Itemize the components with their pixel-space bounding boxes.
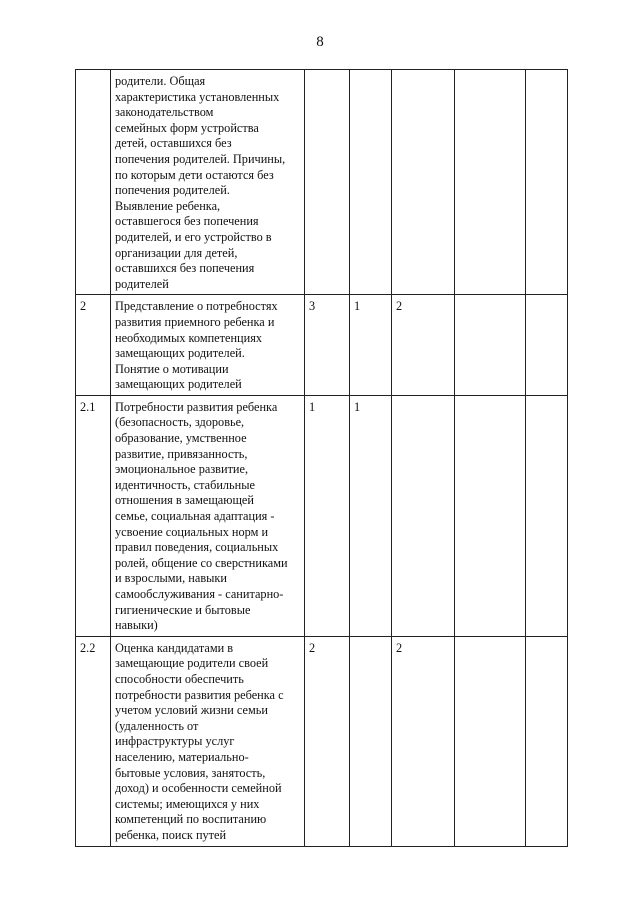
topic-line: потребности развития ребенка с xyxy=(115,687,284,702)
practice-hours-cell: 2 xyxy=(392,295,455,396)
lecture-hours-cell: 1 xyxy=(350,395,392,636)
table-row xyxy=(76,295,568,396)
table-row xyxy=(76,636,568,846)
topic-line: населению, материально- xyxy=(115,749,249,764)
total-hours-cell: 1 xyxy=(305,395,350,636)
total-hours-cell xyxy=(305,70,350,295)
topic-line: семейных форм устройства xyxy=(115,120,259,135)
last-column-cell xyxy=(526,295,568,396)
curriculum-table xyxy=(75,69,568,847)
table-row xyxy=(76,395,568,636)
topic-line: законодательством xyxy=(115,105,214,120)
topic-line: родителей xyxy=(115,276,169,291)
last-column-cell xyxy=(526,636,568,846)
topic-line: развития приемного ребенка и xyxy=(115,314,275,329)
extra-column-cell xyxy=(455,636,526,846)
lecture-hours-cell xyxy=(350,636,392,846)
topic-line: образование, умственное xyxy=(115,431,247,446)
last-column-cell xyxy=(526,395,568,636)
topic-line: попечения родителей. xyxy=(115,183,230,198)
topic-line: способности обеспечить xyxy=(115,671,244,686)
topic-line: системы; имеющихся у них xyxy=(115,796,260,811)
topic-line: Выявление ребенка, xyxy=(115,198,221,213)
topic-line: навыки) xyxy=(115,618,158,633)
topic-line: компетенций по воспитанию xyxy=(115,812,267,827)
topic-cell xyxy=(111,395,305,636)
topic-line: усвоение социальных норм и xyxy=(115,524,269,539)
topic-line: учетом условий жизни семьи xyxy=(115,703,268,718)
topic-line: эмоциональное развитие, xyxy=(115,462,249,477)
topic-cell xyxy=(111,70,305,295)
topic-line: замещающих родителей xyxy=(115,377,242,392)
topic-line: развитие, привязанность, xyxy=(115,446,248,461)
row-number-cell: 2.2 xyxy=(76,636,111,846)
topic-line: инфраструктуры услуг xyxy=(115,734,235,749)
total-hours-cell: 3 xyxy=(305,295,350,396)
topic-line: правил поведения, социальных xyxy=(115,540,279,555)
topic-line: замещающих родителей. xyxy=(115,346,245,361)
topic-cell xyxy=(111,636,305,846)
topic-line: родителей, и его устройство в xyxy=(115,229,272,244)
topic-line: Понятие о мотивации xyxy=(115,361,229,376)
lecture-hours-cell: 1 xyxy=(350,295,392,396)
row-number-cell xyxy=(76,70,111,295)
extra-column-cell xyxy=(455,70,526,295)
row-number-cell: 2 xyxy=(76,295,111,396)
topic-line: отношения в замещающей xyxy=(115,493,254,508)
topic-line: гигиенические и бытовые xyxy=(115,602,251,617)
topic-line: ролей, общение со сверстниками xyxy=(115,555,288,570)
practice-hours-cell xyxy=(392,395,455,636)
topic-line: семье, социальная адаптация - xyxy=(115,509,275,524)
topic-line: необходимых компетенциях xyxy=(115,330,263,345)
topic-line: характеристика установленных xyxy=(115,89,280,104)
extra-column-cell xyxy=(455,295,526,396)
lecture-hours-cell xyxy=(350,70,392,295)
topic-line: оставшихся без попечения xyxy=(115,261,255,276)
table-row xyxy=(76,70,568,295)
last-column-cell xyxy=(526,70,568,295)
topic-line: замещающие родители своей xyxy=(115,656,269,671)
practice-hours-cell xyxy=(392,70,455,295)
page-number: 8 xyxy=(316,34,324,50)
topic-line: Потребности развития ребенка xyxy=(115,399,278,414)
topic-line: оставшегося без попечения xyxy=(115,214,259,229)
extra-column-cell xyxy=(455,395,526,636)
topic-line: доход) и особенности семейной xyxy=(115,781,282,796)
topic-cell xyxy=(111,295,305,396)
topic-line: детей, оставшихся без xyxy=(115,136,232,151)
topic-line: идентичность, стабильные xyxy=(115,477,255,492)
row-number-cell: 2.1 xyxy=(76,395,111,636)
topic-line: (удаленность от xyxy=(115,718,199,733)
topic-line: организации для детей, xyxy=(115,245,238,260)
total-hours-cell: 2 xyxy=(305,636,350,846)
topic-line: и взрослыми, навыки xyxy=(115,571,227,586)
practice-hours-cell: 2 xyxy=(392,636,455,846)
topic-line: Представление о потребностях xyxy=(115,299,278,314)
topic-line: ребенка, поиск путей xyxy=(115,827,227,842)
topic-line: попечения родителей. Причины, xyxy=(115,151,286,166)
topic-line: по которым дети остаются без xyxy=(115,167,274,182)
table-body xyxy=(76,70,568,847)
topic-line: родители. Общая xyxy=(115,74,206,88)
topic-line: бытовые условия, занятость, xyxy=(115,765,266,780)
topic-line: (безопасность, здоровье, xyxy=(115,415,245,430)
topic-line: самообслуживания - санитарно- xyxy=(115,587,284,601)
topic-line: Оценка кандидатами в xyxy=(115,640,234,655)
